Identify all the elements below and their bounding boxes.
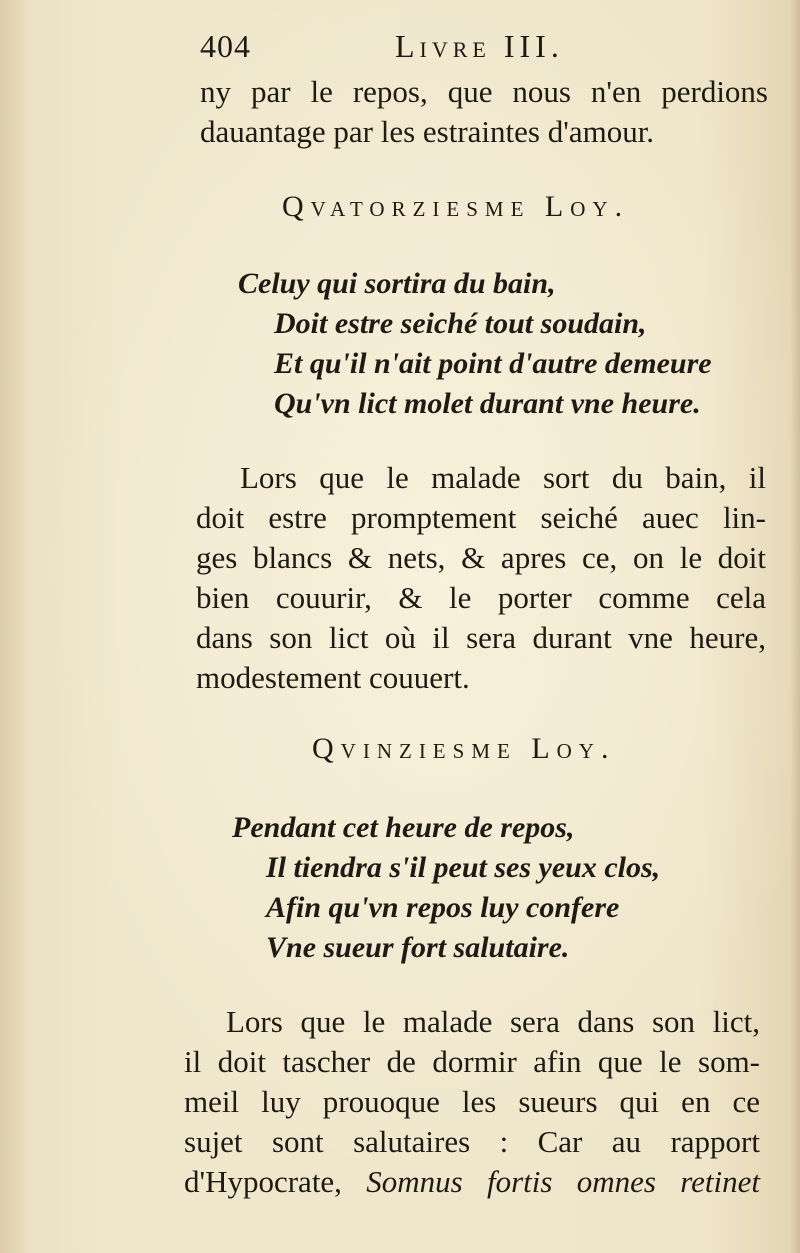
verse-line: Et qu'il n'ait point d'autre demeure [274, 347, 712, 380]
law-15-heading: Qvinziesme Loy. [312, 732, 616, 765]
verse-line: Afin qu'vn repos luy confere [266, 891, 620, 924]
verse-line: Vne sueur fort salutaire. [266, 931, 570, 964]
verse-line: Pendant cet heure de repos, [232, 811, 575, 844]
text-line: doit estre promptement seiché auec lin- [196, 500, 766, 535]
text-line: sujet sont salutaires : Car au rapport [184, 1124, 760, 1159]
text-line: ny par le repos, que nous n'en perdions [200, 74, 768, 109]
intro-paragraph [200, 72, 768, 152]
citation-author: d'Hypocrate, [184, 1164, 342, 1199]
latin-quote: Somnus fortis omnes retinet [366, 1164, 760, 1199]
text-line: modestement couuert. [196, 660, 470, 695]
text-line: Lors que le malade sera dans son lict, [226, 1004, 760, 1039]
text-line: bien couurir, & le porter comme cela [196, 580, 766, 615]
text-line: meil luy prouoque les sueurs qui en ce [184, 1084, 760, 1119]
law-14-commentary [196, 458, 766, 698]
page-header [200, 28, 760, 72]
text-line: ges blancs & nets, & apres ce, on le doit [196, 540, 766, 575]
text-line: dans son lict où il sera durant vne heure, [196, 620, 766, 655]
text-line: il doit tascher de dormir afin que le som- [184, 1044, 760, 1079]
law-15-commentary [184, 1002, 760, 1202]
law-14-heading: Qvatorziesme Loy. [282, 190, 630, 223]
page-number: 404 [200, 28, 251, 64]
verse-line: Qu'vn lict molet durant vne heure. [274, 387, 701, 420]
running-title: Livre III. [395, 28, 564, 64]
verse-line: Celuy qui sortira du bain, [238, 267, 556, 300]
text-line: Lors que le malade sort du bain, il [240, 460, 766, 495]
law-14-verse [238, 264, 712, 424]
verse-line: Doit estre seiché tout soudain, [274, 307, 647, 340]
verse-line: Il tiendra s'il peut ses yeux clos, [266, 851, 661, 884]
text-line: dauantage par les estraintes d'amour. [200, 114, 655, 149]
text-line [184, 1162, 760, 1202]
law-15-verse [232, 808, 660, 968]
